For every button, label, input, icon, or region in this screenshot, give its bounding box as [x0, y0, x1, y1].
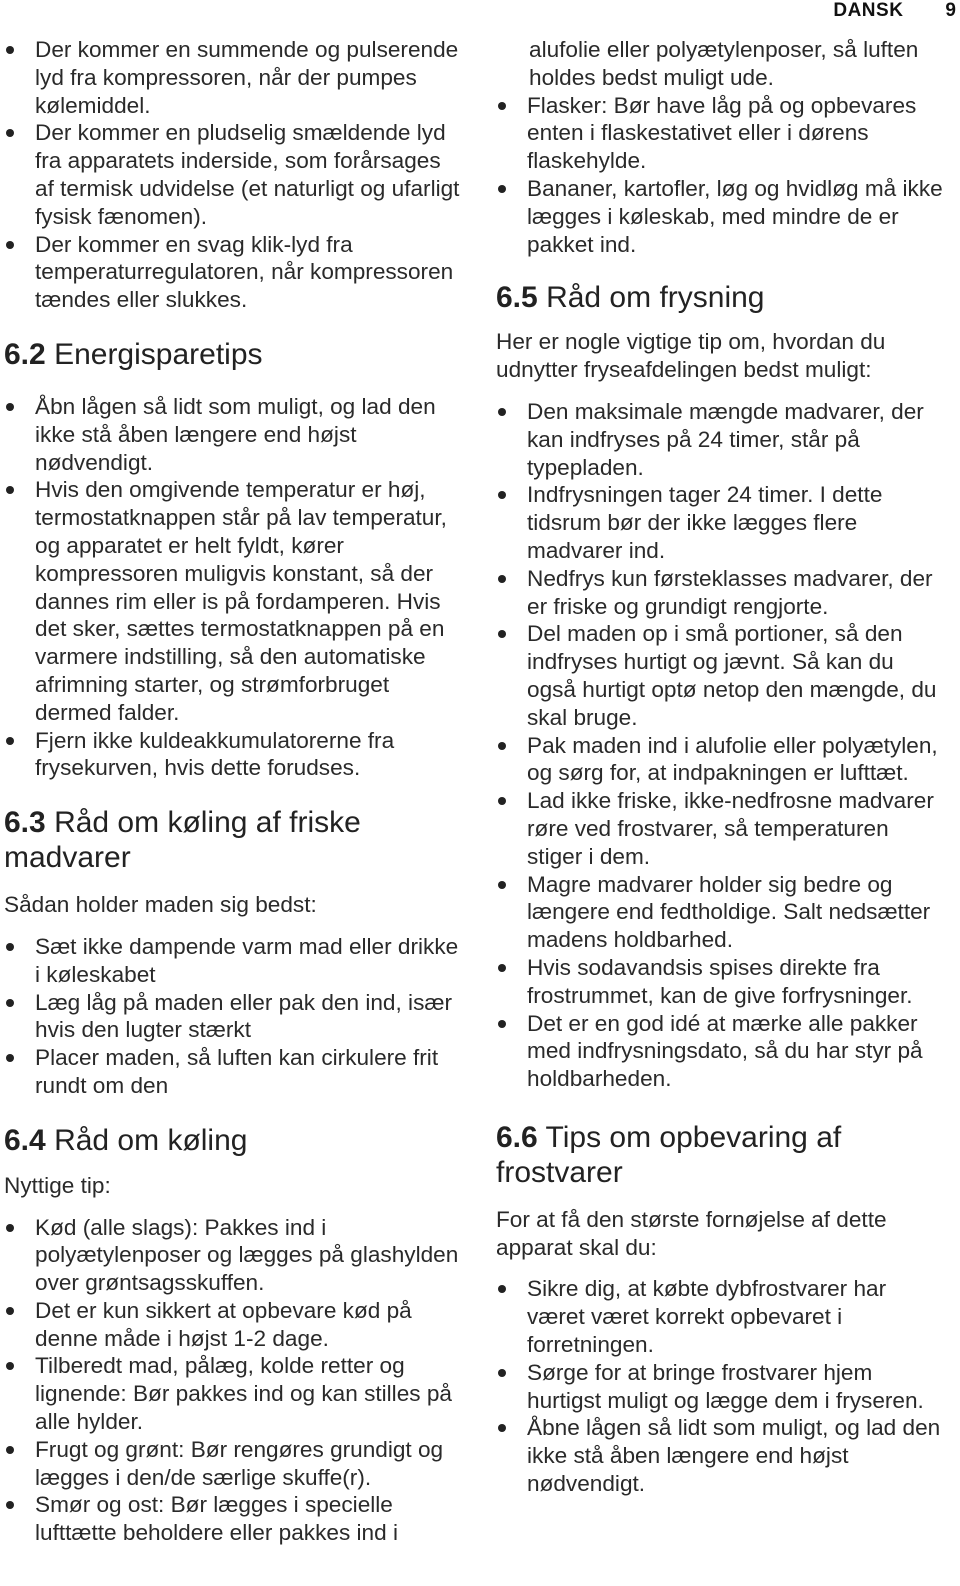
list-item: Sæt ikke dampende varm mad eller drikke i køleskabet — [4, 933, 464, 989]
list-item: Åbn lågen så lidt som muligt, og lad den ikke stå åben længere end højst nødvendigt. — [4, 393, 464, 476]
list-item: Frugt og grønt: Bør rengøres grundigt og lægges i den/de særlige skuffe(r). — [4, 1436, 464, 1492]
list-item: Sørge for at bringe frostvarer hjem hurtigst muligt og lægge dem i fryseren. — [496, 1359, 946, 1415]
fresh-food-list — [4, 933, 464, 1100]
list-item: Hvis den omgivende temperatur er høj, termostatknappen står på lav temperatur, og apparatet er helt fyldt, kører kompressoren muligvis konstant, så der dannes rim eller is på fordamperen. Hvis det sker, sættes termostatknappen på en varmere indstilling, så den automatiske afrimning starter, og strømforbruget dermed falder. — [4, 476, 464, 726]
list-item: Den maksimale mængde madvarer, der kan indfryses på 24 timer, står på typepladen. — [496, 398, 946, 481]
section-intro: Nyttige tip: — [4, 1172, 111, 1198]
section-heading-6-3 — [4, 805, 464, 875]
section-heading-6-5 — [496, 280, 946, 315]
section-heading-6-6 — [496, 1120, 946, 1190]
list-item: Indfrysningen tager 24 timer. I dette tidsrum bør der ikke lægges flere madvarer ind. — [496, 481, 946, 564]
list-item: Der kommer en summende og pulserende lyd fra kompressoren, når der pumpes kølemiddel. — [4, 36, 464, 119]
section-intro: Her er nogle vigtige tip om, hvordan du udnytter fryseafdelingen bedst muligt: — [496, 329, 886, 383]
section-title: Energisparetips — [54, 337, 263, 371]
list-item: Placer maden, så luften kan cirkulere frit rundt om den — [4, 1044, 464, 1100]
section-title: Tips om opbevaring af frostvarer — [496, 1120, 842, 1189]
section-intro: For at få den største fornøjelse af dette apparat skal du: — [496, 1206, 887, 1260]
section-title: Råd om frysning — [546, 281, 765, 315]
list-item: Hvis sodavandsis spises direkte fra frostrummet, kan de give forfrysninger. — [496, 954, 946, 1010]
list-item: Der kommer en pludselig smældende lyd fra apparatets inderside, som forårsages af termisk udvidelse (et naturligt og ufarligt fysisk fænomen). — [4, 119, 464, 230]
list-item: Fjern ikke kuldeakkumulatorerne fra frysekurven, hvis dette forudses. — [4, 727, 464, 783]
storage-list — [496, 92, 946, 259]
list-item: Pak maden ind i alufolie eller polyætylen, og sørg for, at indpakningen er lufttæt. — [496, 732, 946, 788]
list-item: Det er kun sikkert at opbevare kød på denne måde i højst 1-2 dage. — [4, 1297, 464, 1353]
continued-text: alufolie eller polyætylenposer, så luften holdes bedst muligt ude. — [529, 37, 919, 90]
list-item: Det er en god idé at mærke alle pakker med indfrysningsdato, så du har styr på holdbarheden. — [496, 1010, 946, 1093]
section-number: 6.5 — [496, 281, 538, 315]
noise-list — [4, 36, 464, 314]
freezing-tips-list — [496, 398, 946, 1093]
language-label: DANSK — [833, 0, 904, 21]
section-number: 6.4 — [4, 1123, 46, 1157]
page-number: 9 — [945, 0, 956, 21]
list-item: Magre madvarer holder sig bedre og længere end fedtholdige. Salt nedsætter madens holdbarhed. — [496, 871, 946, 954]
list-item: Bananer, kartofler, løg og hvidløg må ikke lægges i køleskab, med mindre de er pakket ind. — [496, 175, 946, 258]
section-title: Råd om køling af friske madvarer — [4, 806, 361, 875]
list-item: Tilberedt mad, pålæg, kolde retter og lignende: Bør pakkes ind og kan stilles på alle hylder. — [4, 1352, 464, 1435]
section-number: 6.6 — [496, 1120, 538, 1154]
section-heading-6-4 — [4, 1123, 464, 1158]
section-number: 6.2 — [4, 337, 46, 371]
section-heading-6-2 — [4, 337, 464, 372]
right-column — [496, 36, 946, 1498]
energy-tips-list — [4, 393, 464, 782]
list-item: Der kommer en svag klik-lyd fra temperaturregulatoren, når kompressoren tændes eller slukkes. — [4, 231, 464, 314]
list-item: Nedfrys kun førsteklasses madvarer, der er friske og grundigt rengjorte. — [496, 565, 946, 621]
cooling-tips-list — [4, 1214, 464, 1548]
page-header — [833, 0, 960, 22]
list-item: Læg låg på maden eller pak den ind, især hvis den lugter stærkt — [4, 989, 464, 1045]
list-item: Åbne lågen så lidt som muligt, og lad den ikke stå åben længere end højst nødvendigt. — [496, 1414, 946, 1497]
list-item: Flasker: Bør have låg på og opbevares enten i flaskestativet eller i dørens flaskehylde. — [496, 92, 946, 175]
list-item: Smør og ost: Bør lægges i specielle lufttætte beholdere eller pakkes ind i — [4, 1491, 464, 1547]
section-title: Råd om køling — [54, 1123, 248, 1157]
section-number: 6.3 — [4, 806, 46, 840]
left-column — [4, 36, 464, 1547]
frozen-storage-list — [496, 1275, 946, 1497]
list-item: Kød (alle slags): Pakkes ind i polyætylenposer og lægges på glashylden over grøntsagsskuffen. — [4, 1214, 464, 1297]
list-item: Del maden op i små portioner, så den indfryses hurtigt og jævnt. Så kan du også hurtigt optø netop den mængde, du skal bruge. — [496, 620, 946, 731]
list-item: Lad ikke friske, ikke-nedfrosne madvarer røre ved frostvarer, så temperaturen stiger i dem. — [496, 787, 946, 870]
section-intro: Sådan holder maden sig bedst: — [4, 892, 317, 918]
list-item: Sikre dig, at købte dybfrostvarer har været været korrekt opbevaret i forretningen. — [496, 1275, 946, 1358]
